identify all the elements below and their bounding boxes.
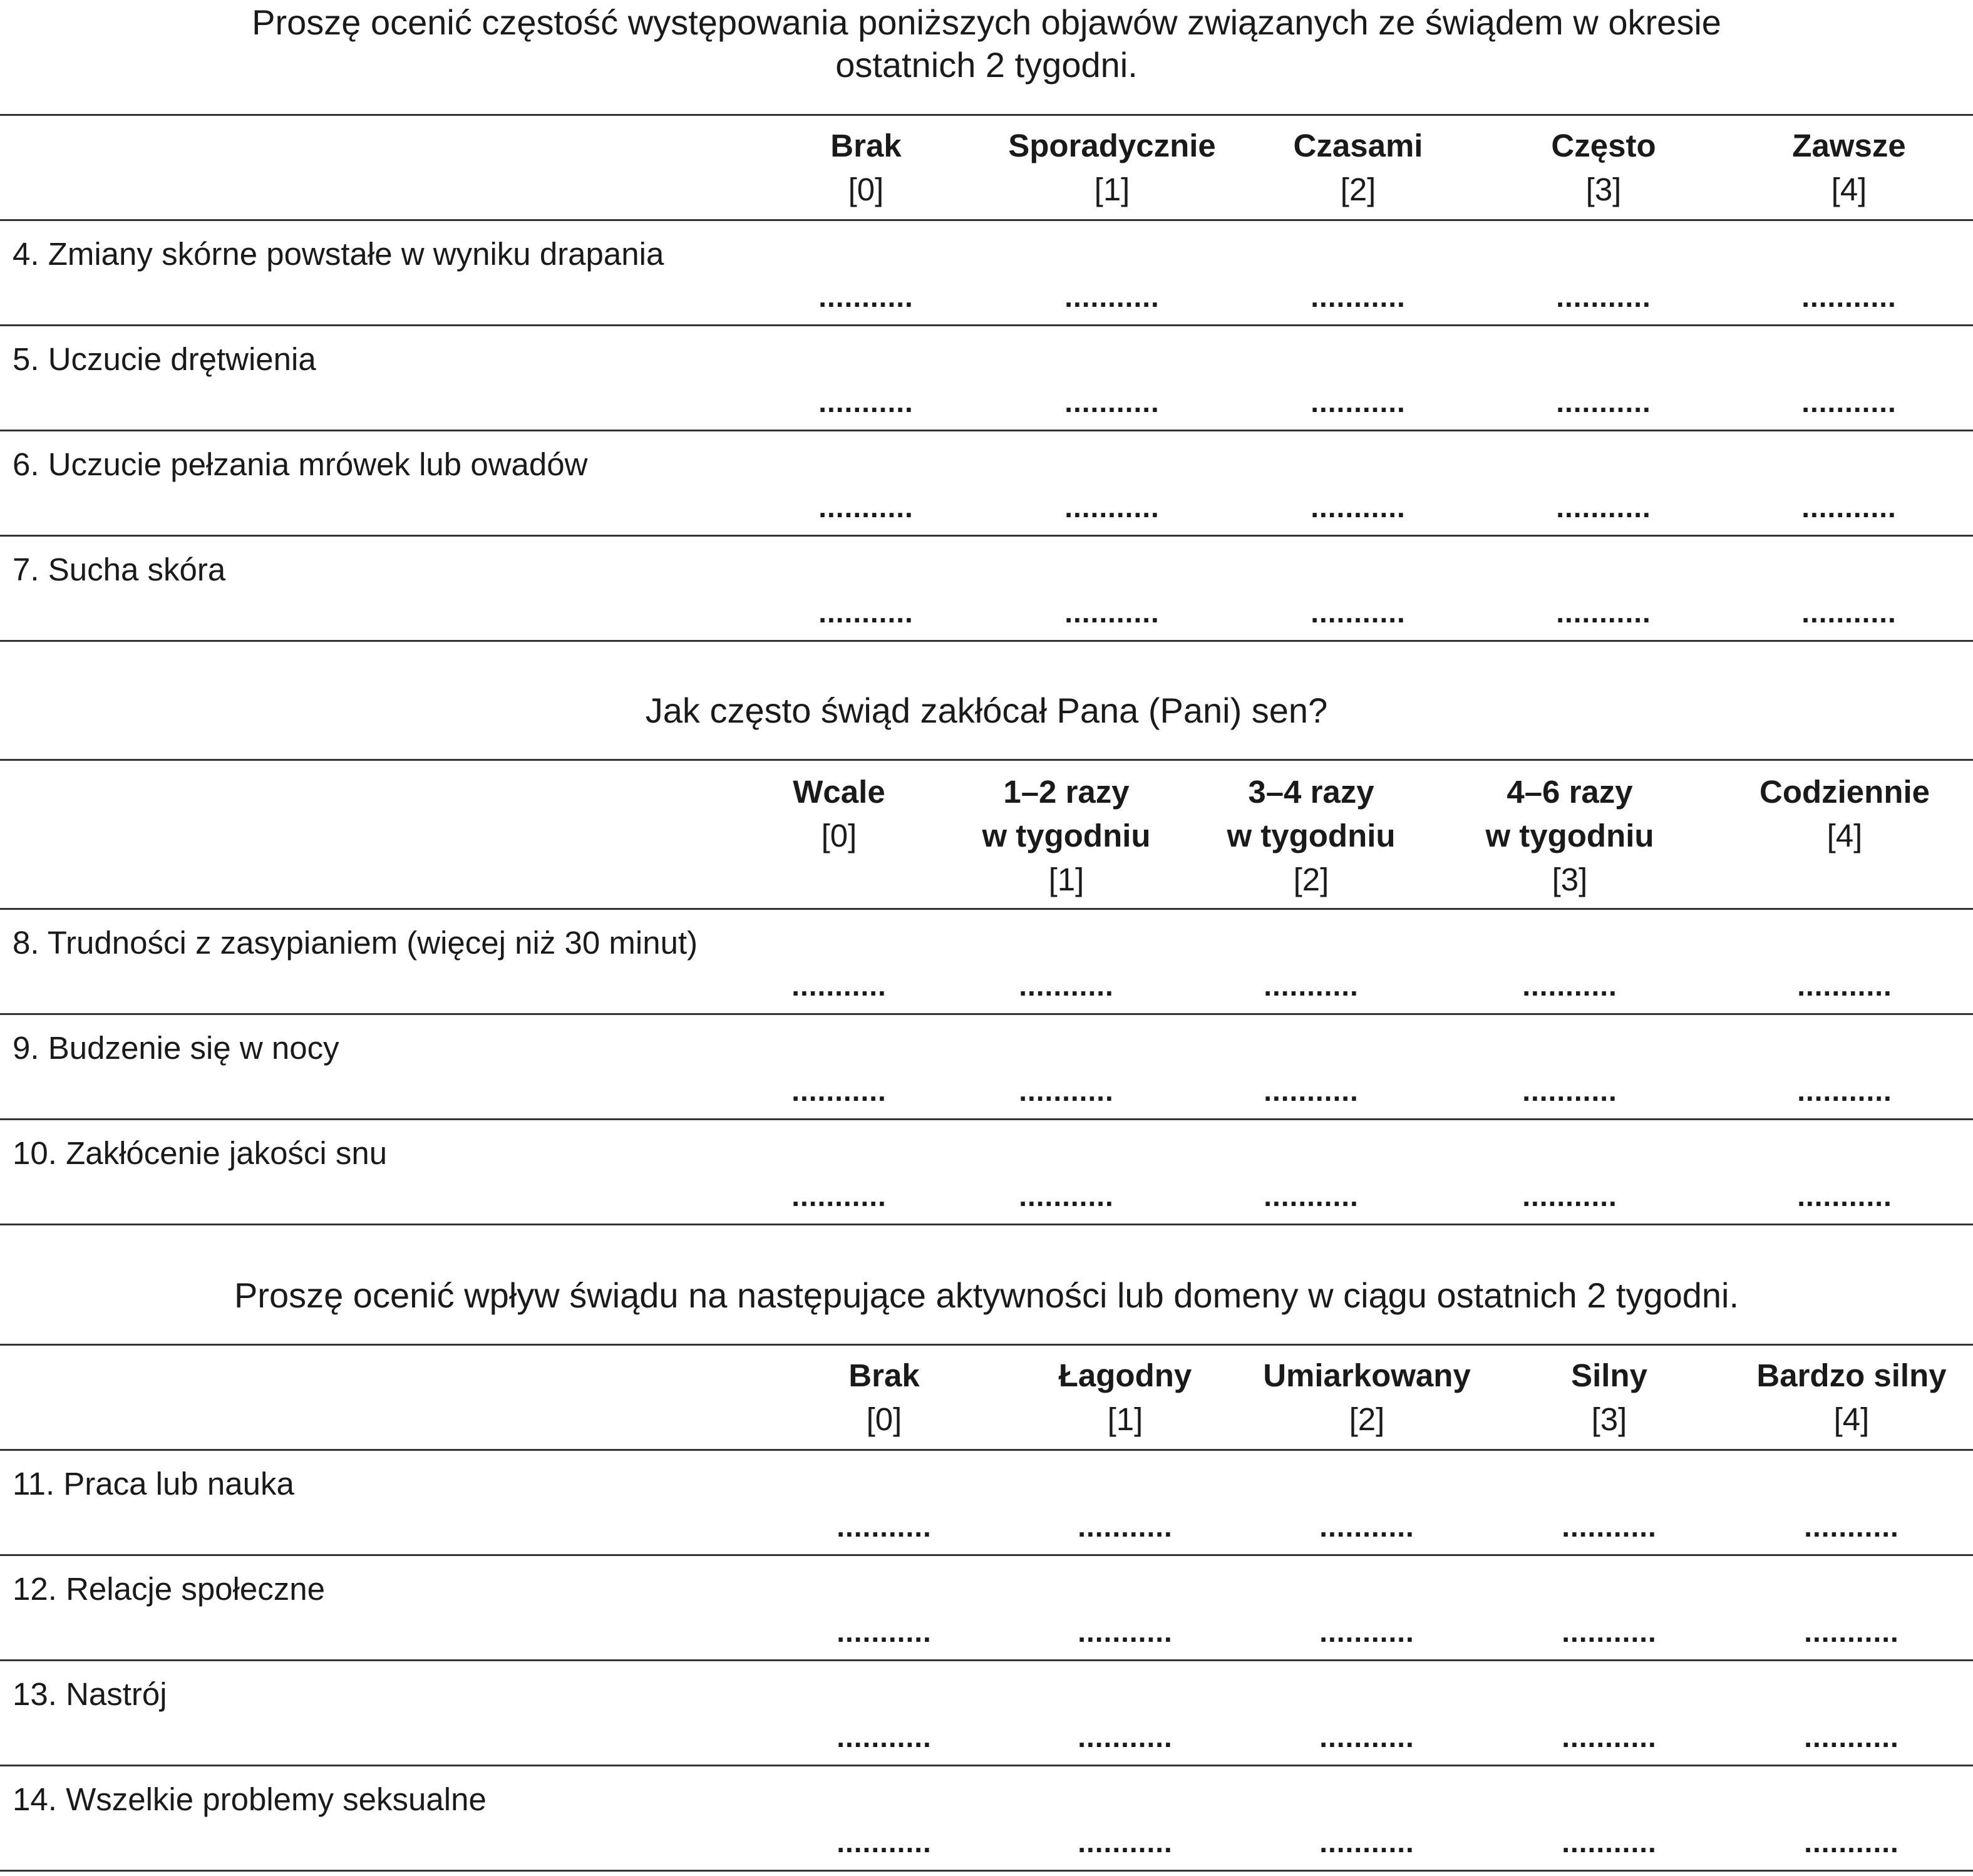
question-label: 8. Trudności z zasypianiem (więcej niż 30 minut) [13,925,698,961]
divider [0,1554,1973,1556]
column-header [1059,1354,1192,1441]
divider [0,1870,1973,1872]
column-header [1294,124,1423,212]
answer-field[interactable]: ........... [1797,1075,1892,1107]
answer-field[interactable]: ........... [1522,969,1617,1002]
column-header-label: Często [1551,128,1656,163]
answer-field[interactable]: ........... [1556,386,1651,418]
answer-field[interactable]: ........... [1264,1075,1359,1107]
column-header-score: [4] [1826,818,1863,853]
answer-field[interactable]: ........... [1562,1826,1657,1858]
column-header-score: [1] [1107,1401,1143,1437]
answer-field[interactable]: ........... [1311,596,1406,629]
answer-field[interactable]: ........... [1804,1616,1899,1648]
answer-field[interactable]: ........... [1064,386,1160,418]
question-label: 9. Budzenie się w nocy [13,1030,339,1066]
answer-field[interactable]: ........... [837,1616,932,1648]
answer-field[interactable]: ........... [1019,969,1114,1002]
question-label: 7. Sucha skóra [13,552,226,587]
answer-field[interactable]: ........... [1311,281,1406,313]
column-header-label: 1–2 razy [1003,774,1130,810]
column-header [1485,770,1654,902]
divider [0,1224,1973,1225]
answer-field[interactable]: ........... [1319,1721,1414,1753]
answer-field[interactable]: ........... [1801,386,1897,418]
column-header-score: [1] [1094,172,1130,207]
answer-field[interactable]: ........... [791,1075,887,1107]
divider [0,535,1973,537]
divider [0,324,1973,326]
column-header-score: [0] [848,172,884,207]
column-header [1551,124,1656,212]
column-header-label: Umiarkowany [1263,1358,1471,1393]
section-title: ostatnich 2 tygodni. [835,45,1138,85]
answer-field[interactable]: ........... [1064,491,1160,523]
column-header-score: [3] [1591,1401,1627,1437]
question-label: 12. Relacje społeczne [13,1571,325,1607]
column-header-score: [0] [821,818,857,853]
answer-field[interactable]: ........... [1319,1616,1414,1648]
answer-field[interactable]: ........... [1801,281,1897,313]
column-header-score: [4] [1831,172,1867,207]
answer-field[interactable]: ........... [791,1180,887,1212]
answer-field[interactable]: ........... [1078,1826,1173,1858]
column-header [1756,1354,1946,1441]
divider [0,759,1973,761]
answer-field[interactable]: ........... [1804,1510,1899,1543]
question-label: 4. Zmiany skórne powstałe w wyniku drapania [13,236,664,272]
column-header-score: [2] [1340,172,1376,207]
answer-field[interactable]: ........... [1801,491,1897,523]
divider [0,1449,1973,1451]
column-header-label: w tygodniu [1485,818,1654,853]
column-header [1008,124,1216,212]
answer-field[interactable]: ........... [1556,596,1651,629]
answer-field[interactable]: ........... [1064,596,1160,629]
section-title: Jak często świąd zakłócał Pana (Pani) sen? [645,691,1328,730]
question-label: 11. Praca lub nauka [13,1466,294,1502]
column-header [848,1354,919,1441]
answer-field[interactable]: ........... [1019,1075,1114,1107]
column-header-score: [3] [1552,862,1588,897]
divider [0,219,1973,221]
answer-field[interactable]: ........... [837,1721,932,1753]
answer-field[interactable]: ........... [1562,1616,1657,1648]
column-header-label: Wcale [793,774,885,810]
column-header [1263,1354,1471,1441]
column-header-score: [0] [866,1401,902,1437]
divider [0,640,1973,642]
answer-field[interactable]: ........... [1804,1721,1899,1753]
column-header-score: [2] [1293,862,1329,897]
answer-field[interactable]: ........... [1064,281,1160,313]
answer-field[interactable]: ........... [837,1826,932,1858]
column-header-label: Silny [1571,1358,1647,1393]
column-header [1227,770,1395,902]
divider [0,1013,1973,1015]
answer-field[interactable]: ........... [1319,1826,1414,1858]
column-header [982,770,1150,902]
answer-field[interactable]: ........... [1311,491,1406,523]
column-header-label: Codziennie [1759,774,1930,810]
answer-field[interactable]: ........... [1804,1826,1899,1858]
answer-field[interactable]: ........... [1562,1510,1657,1543]
answer-field[interactable]: ........... [1797,969,1892,1002]
column-header-label: Łagodny [1058,1358,1192,1393]
column-header-label: w tygodniu [982,818,1151,853]
column-header-score: [3] [1585,172,1622,207]
column-header-label: 3–4 razy [1248,774,1374,810]
column-header-label: Czasami [1293,128,1423,163]
column-header-label: w tygodniu [1227,818,1396,853]
question-label: 14. Wszelkie problemy seksualne [13,1781,487,1817]
answer-field[interactable]: ........... [1797,1180,1892,1212]
column-header [1759,770,1930,858]
answer-field[interactable]: ........... [818,596,914,629]
divider [0,1344,1973,1346]
column-header-label: Brak [830,128,902,163]
answer-field[interactable]: ........... [1556,491,1651,523]
answer-field[interactable]: ........... [1556,281,1651,313]
answer-field[interactable]: ........... [1078,1616,1173,1648]
answer-field[interactable]: ........... [1078,1721,1173,1753]
divider [0,908,1973,910]
divider [0,1765,1973,1766]
column-header-label: Zawsze [1792,128,1906,163]
section-title: Proszę ocenić wpływ świądu na następujące aktywności lub domeny w ciągu ostatnich 2 tygodni. [234,1276,1739,1315]
answer-field[interactable]: ........... [1562,1721,1657,1753]
column-header-label: Brak [848,1358,920,1393]
divider [0,1659,1973,1661]
divider [0,1118,1973,1120]
divider [0,430,1973,431]
answer-field[interactable]: ........... [1264,969,1359,1002]
answer-field[interactable]: ........... [1264,1180,1359,1212]
answer-field[interactable]: ........... [1311,386,1406,418]
column-header-label: Bardzo silny [1756,1358,1947,1393]
question-label: 5. Uczucie drętwienia [13,341,316,377]
question-label: 6. Uczucie pełzania mrówek lub owadów [13,446,588,482]
column-header [1792,124,1905,212]
answer-field[interactable]: ........... [1019,1180,1114,1212]
column-header-score: [2] [1349,1401,1385,1437]
column-header-score: [4] [1833,1401,1870,1437]
answer-field[interactable]: ........... [818,281,914,313]
answer-field[interactable]: ........... [791,969,887,1002]
answer-field[interactable]: ........... [1319,1510,1414,1543]
column-header-score: [1] [1048,862,1084,897]
answer-field[interactable]: ........... [837,1510,932,1543]
answer-field[interactable]: ........... [1522,1075,1617,1107]
answer-field[interactable]: ........... [818,491,914,523]
column-header [1571,1354,1647,1441]
column-header-label: Sporadycznie [1008,128,1216,163]
question-label: 10. Zakłócenie jakości snu [13,1135,388,1171]
column-header-label: 4–6 razy [1507,774,1633,810]
answer-field[interactable]: ........... [1801,596,1897,629]
column-header [793,770,885,858]
question-label: 13. Nastrój [13,1676,167,1712]
answer-field[interactable]: ........... [818,386,914,418]
column-header [830,124,901,212]
answer-field[interactable]: ........... [1078,1510,1173,1543]
divider [0,114,1973,116]
section-title: Proszę ocenić częstość występowania poniższych objawów związanych ze świądem w okresie [252,3,1721,42]
answer-field[interactable]: ........... [1522,1180,1617,1212]
